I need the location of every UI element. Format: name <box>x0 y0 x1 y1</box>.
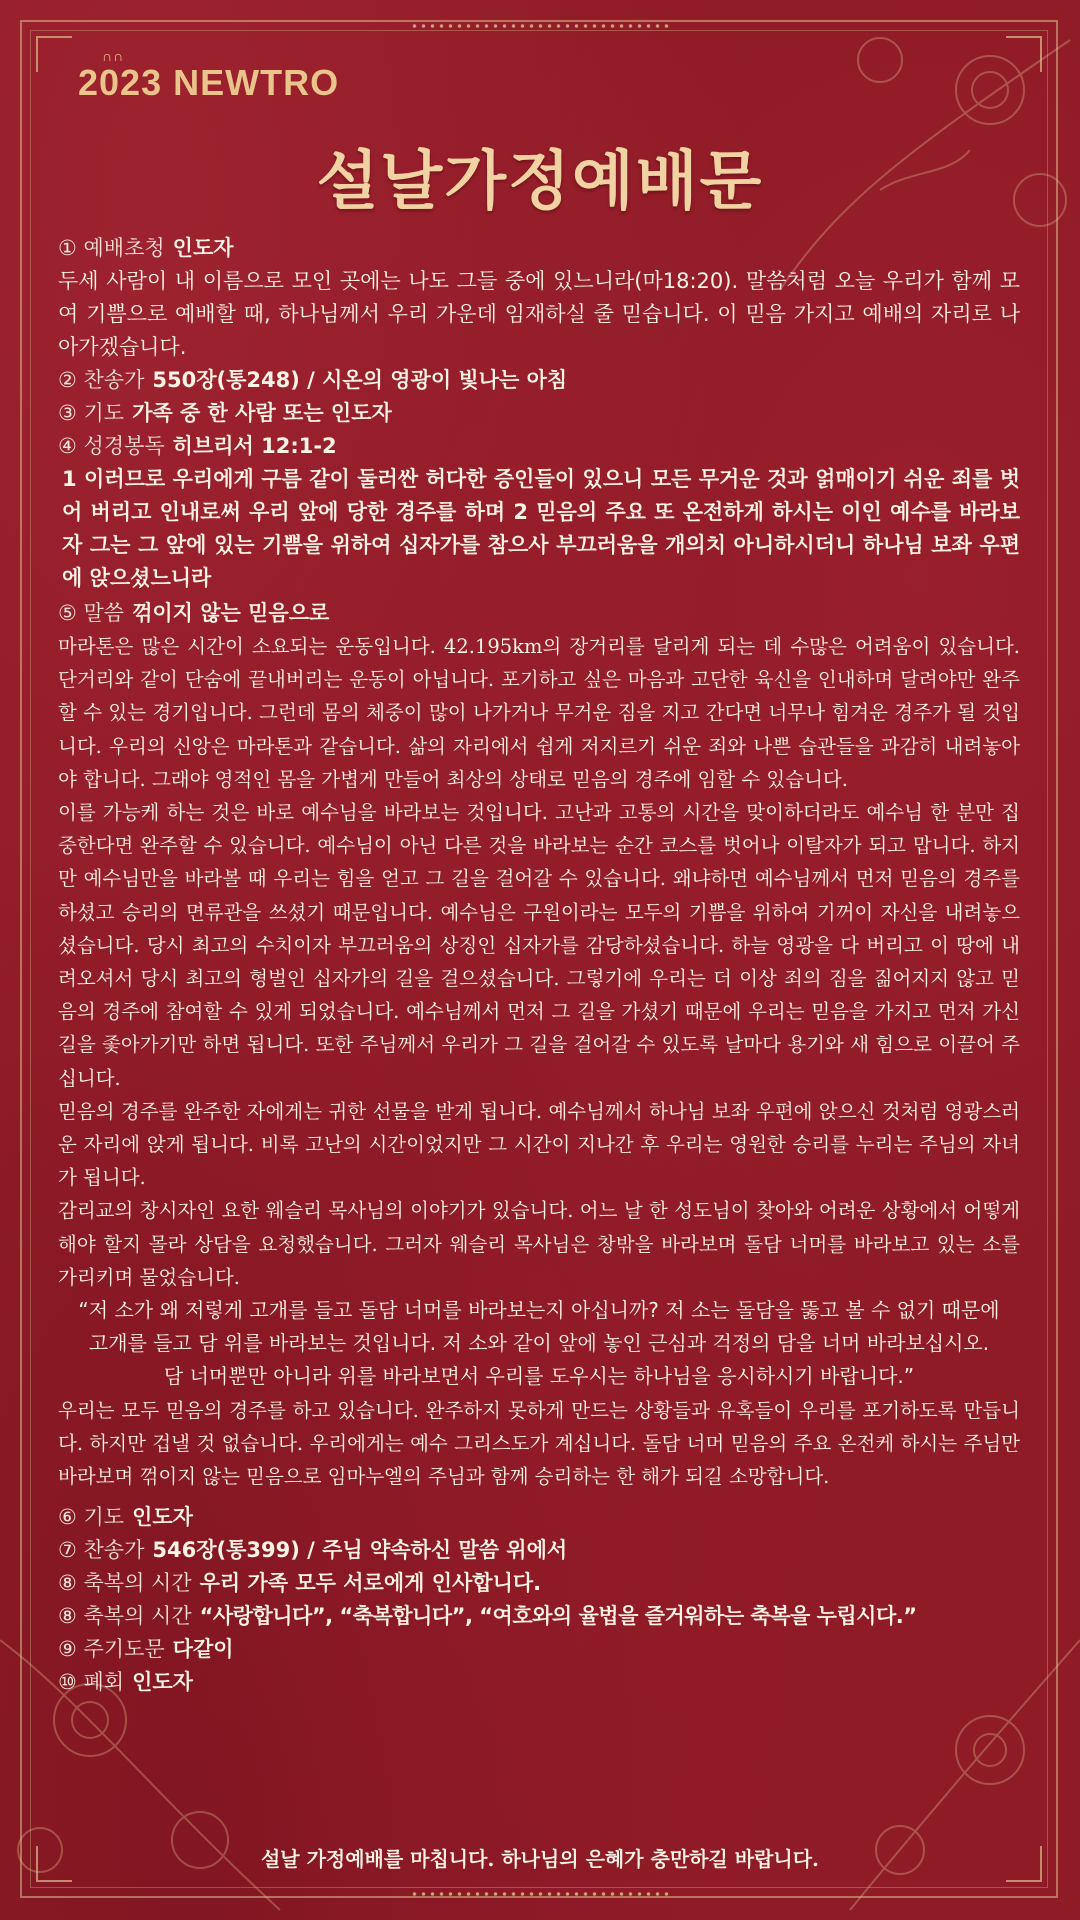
order-item <box>58 1600 1020 1633</box>
order-item <box>58 232 1020 265</box>
order-item <box>58 1534 1020 1567</box>
order-label: ⑨ 주기도문 <box>58 1637 165 1662</box>
order-item <box>58 397 1020 430</box>
order-value: 우리 가족 모두 서로에게 인사합니다. <box>199 1571 542 1596</box>
order-value: 가족 중 한 사람 또는 인도자 <box>132 401 392 425</box>
order-value: 546장(통399) / 주님 약속하신 말씀 위에서 <box>152 1538 568 1563</box>
sermon-quote-line: “저 소가 왜 저렇게 고개를 들고 돌담 너머를 바라보는지 아십니까? 저 소는 돌담을 뚫고 볼 수 없기 때문에 <box>78 1298 1000 1323</box>
order-item <box>58 1567 1020 1600</box>
scripture-text: 1 이러므로 우리에게 구름 같이 둘러싼 허다한 증인들이 있으니 모든 무거운 것과 얽매이기 쉬운 죄를 벗어 버리고 인내로써 우리 앞에 당한 경주를 하며 2 믿음의 주요 또 온전하게 하시는 이인 예수를 바라보자 그는 그 앞에 있는 기쁨을 위하여 십자가를 참으사 부끄러움을 개의치 아니하시더니 하나님 보좌 우편에 앉으셨느니라 <box>62 467 1020 590</box>
sermon-paragraph: 마라톤은 많은 시간이 소요되는 운동입니다. 42.195km의 장거리를 달리게 되는 데 수많은 어려움이 있습니다. 단거리와 같이 단숨에 끝내버리는 운동이 아닙니다. 포기하고 싶은 마음과 고단한 육신을 인내하며 달려야만 완주할 수 있는 경기입니다. 그런데 몸의 체중이 많이 나가거나 무거운 짐을 지고 간다면 너무나 힘겨운 경주가 될 것입니다. 우리의 신앙은 마라톤과 같습니다. 삶의 자리에서 쉽게 저지르기 쉬운 죄와 나쁜 습관들을 과감히 내려놓아야 합니다. 그래야 영적인 몸을 가볍게 만들어 최상의 상태로 믿음의 경주에 임할 수 있습니다. <box>58 635 1020 791</box>
sermon-quote-line: 담 너머뿐만 아니라 위를 바라보면서 우리를 도우시는 하나님을 응시하시기 바랍니다.” <box>163 1364 915 1389</box>
sermon-paragraph: 이를 가능케 하는 것은 바로 예수님을 바라보는 것입니다. 고난과 고통의 시간을 맞이하더라도 예수님 한 분만 집중한다면 완주할 수 있습니다. 예수님이 아닌 다른 것을 바라보는 순간 코스를 벗어나 이탈자가 되고 맙니다. 하지만 예수님만을 바라볼 때 우리는 힘을 얻고 그 길을 걸어갈 수 있습니다. 왜냐하면 예수님께서 먼저 믿음의 경주를 하셨고 승리의 면류관을 쓰셨기 때문입니다. 예수님은 구원이라는 모두의 기쁨을 위하여 기꺼이 자신을 내려놓으셨습니다. 당시 최고의 수치이자 부끄러움의 상징인 십자가를 감당하셨습니다. 하늘 영광을 다 버리고 이 땅에 내려오셔서 당시 최고의 형벌인 십자가의 길을 걸으셨습니다. 그렇기에 우리는 더 이상 죄의 짐을 짊어지지 않고 믿음의 경주에 참여할 수 있게 되었습니다. 예수님께서 먼저 그 길을 가셨기 때문에 우리는 믿음을 가지고 먼저 가신 길을 좇아가기만 하면 됩니다. 또한 주님께서 우리가 그 길을 걸어갈 수 있도록 날마다 용기와 새 힘으로 이끌어 주십니다. <box>58 801 1020 1090</box>
order-value: 인도자 <box>172 236 234 260</box>
order-label: ⑦ 찬송가 <box>58 1538 145 1563</box>
closing-message: 설날 가정예배를 마칩니다. 하나님의 은혜가 충만하길 바랍니다. <box>260 1847 820 1871</box>
dot-border-bottom <box>410 1892 670 1896</box>
order-label: ⑧ 축복의 시간 <box>58 1571 192 1596</box>
order-label: ⑤ 말씀 <box>58 601 125 625</box>
order-value: 다같이 <box>172 1637 234 1662</box>
worship-order <box>58 232 1020 1699</box>
spacer <box>58 1493 1020 1501</box>
logo-brand: NEWTRO <box>173 62 340 103</box>
order-value: 꺾이지 않는 믿음으로 <box>132 601 330 625</box>
order-value: 히브리서 12:1-2 <box>172 434 337 458</box>
sermon-paragraph: 우리는 모두 믿음의 경주를 하고 있습니다. 완주하지 못하게 만드는 상황들과 유혹들이 우리를 포기하도록 만듭니다. 하지만 겁낼 것 없습니다. 우리에게는 예수 그리스도가 계십니다. 돌담 너머 믿음의 주요 온전케 하시는 주님만 바라보며 꺾이지 않는 믿음으로 임마누엘의 주님과 함께 승리하는 한 해가 되길 소망합니다. <box>58 1398 1020 1489</box>
order-item <box>58 1666 1020 1699</box>
page-title: 설날가정예배문 <box>316 144 764 219</box>
order-label: ⑧ 축복의 시간 <box>58 1604 192 1629</box>
order-item <box>58 430 1020 463</box>
rabbit-ears-icon: ∩∩ <box>102 48 125 64</box>
order-value: 인도자 <box>132 1505 193 1530</box>
sermon-paragraph: 믿음의 경주를 완주한 자에게는 귀한 선물을 받게 됩니다. 예수님께서 하나님 보좌 우편에 앉으신 것처럼 영광스러운 자리에 앉게 됩니다. 비록 고난의 시간이었지만 그 시간이 지나간 후 우리는 영원한 승리를 누리는 주님의 자녀가 됩니다. <box>58 1099 1020 1190</box>
order-label: ⑩ 폐회 <box>58 1670 125 1695</box>
order-value: “사랑합니다”, “축복합니다”, “여호와의 율법을 즐거워하는 축복을 누립시다.” <box>199 1604 917 1629</box>
logo <box>78 48 340 104</box>
sermon-quote-line: 고개를 들고 담 위를 바라보는 것입니다. 저 소와 같이 앞에 놓인 근심과 걱정의 담을 너머 바라보십시오. <box>88 1331 990 1356</box>
order-item <box>58 1633 1020 1666</box>
order-item <box>58 597 1020 630</box>
order-value: 550장(통248) / 시온의 영광이 빛나는 아침 <box>152 368 568 392</box>
order-label: ④ 성경봉독 <box>58 434 165 458</box>
sermon <box>58 630 1020 1493</box>
order-item <box>58 364 1020 397</box>
order-item <box>58 1501 1020 1534</box>
order-label: ⑥ 기도 <box>58 1505 125 1530</box>
logo-year: 2023 <box>78 62 163 103</box>
order-label: ① 예배초청 <box>58 236 165 260</box>
call-to-worship-text: 두세 사람이 내 이름으로 모인 곳에는 나도 그들 중에 있느니라(마18:20). 말씀처럼 오늘 우리가 함께 모여 기쁨으로 예배할 때, 하나님께서 우리 가운데 임재하실 줄 믿습니다. 이 믿음 가지고 예배의 자리로 나아가겠습니다. <box>58 269 1020 359</box>
dot-border-top <box>410 24 670 28</box>
order-label: ③ 기도 <box>58 401 125 425</box>
sermon-paragraph: 감리교의 창시자인 요한 웨슬리 목사님의 이야기가 있습니다. 어느 날 한 성도님이 찾아와 어려운 상황에서 어떻게 해야 할지 몰라 상담을 요청했습니다. 그러자 웨슬리 목사님은 창밖을 바라보며 돌담 너머를 바라보고 있는 소를 가리키며 물었습니다. <box>58 1199 1020 1289</box>
order-label: ② 찬송가 <box>58 368 145 392</box>
order-value: 인도자 <box>132 1670 193 1695</box>
